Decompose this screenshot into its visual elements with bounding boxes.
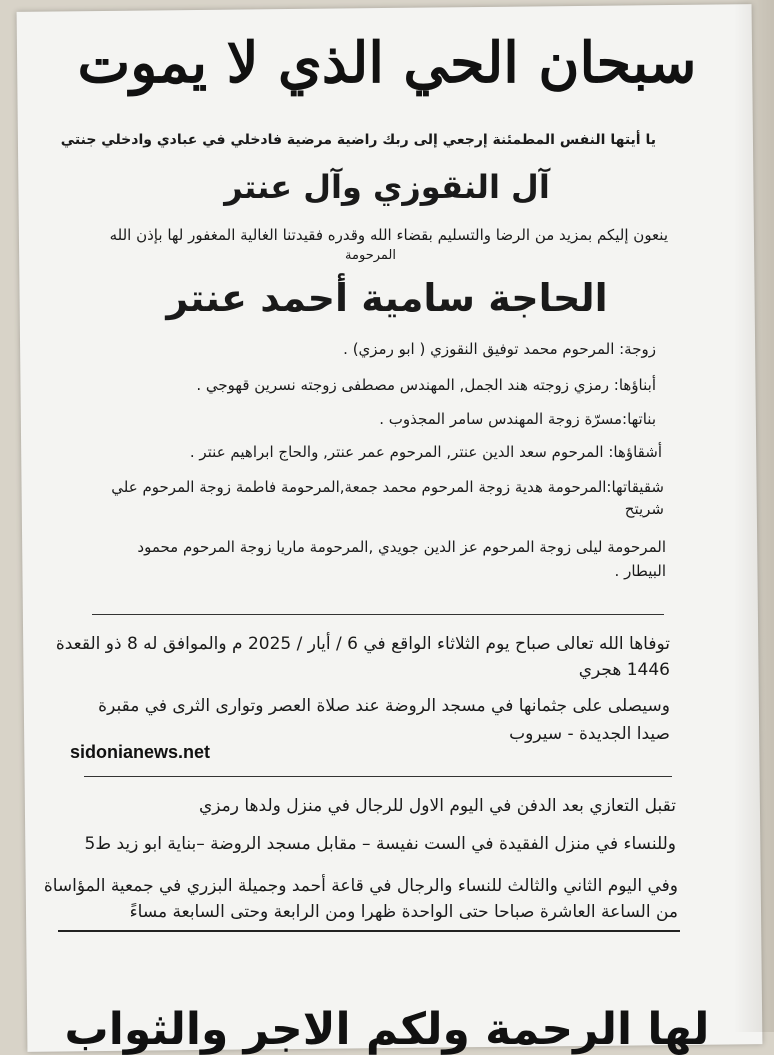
condolences-line-2: وللنساء في منزل الفقيدة في الست نفيسة – مقابل مسجد الروضة –بناية ابو زيد ط5 — [84, 834, 676, 854]
divider-2 — [84, 776, 672, 777]
death-notice-line-2: 1446 هجري — [578, 660, 670, 680]
announcement-line-1: ينعون إليكم بمزيد من الرضا والتسليم بقضاء الله وقدره فقيدتنا الغالية المغفور لها بإذن الله — [109, 226, 668, 244]
condolences-line-3: وفي اليوم الثاني والثالث للنساء والرجال في قاعة أحمد وجميلة البزري في جمعية المؤاساة — [43, 876, 678, 896]
daughters-line: بناتها:مسرّة زوجة المهندس سامر المجذوب . — [379, 410, 656, 428]
page-shadow — [734, 0, 774, 1032]
husband-line: زوجة: المرحوم محمد توفيق النقوزي ( ابو رمزي) . — [343, 340, 656, 358]
calligraphy-title: سبحان الحي الذي لا يموت — [77, 30, 697, 96]
funeral-line-1: وسيصلى على جثمانها في مسجد الروضة عند صلاة العصر وتوارى الثرى في مقبرة — [98, 696, 670, 716]
quran-verse: يا أيتها النفس المطمئنة إرجعي إلى ربك راضية مرضية فادخلي في عبادي وادخلي جنتي — [60, 132, 656, 148]
sisters-line-4: البيطار . — [614, 562, 666, 580]
death-notice-line-1: توفاها الله تعالى صباح يوم الثلاثاء الواقع في 6 / أيار / 2025 م والموافق له 8 ذو القعدة — [55, 634, 670, 654]
brothers-line: أشقاؤها: المرحوم سعد الدين عنتر, المرحوم عمر عنتر, والحاج ابراهيم عنتر . — [189, 443, 662, 461]
sisters-line-2: شريتح — [624, 500, 664, 518]
sisters-line-3: المرحومة ليلى زوجة المرحوم عز الدين جويدي ,المرحومة ماريا زوجة المرحوم محمود — [137, 538, 666, 556]
condolences-line-1: تقبل التعازي بعد الدفن في اليوم الاول للرجال في منزل ولدها رمزي — [198, 796, 676, 816]
divider-1 — [92, 614, 664, 615]
funeral-line-2: صيدا الجديدة - سيروب — [509, 724, 670, 744]
sisters-line-1: شقيقاتها:المرحومة هدية زوجة المرحوم محمد جمعة,المرحومة فاطمة زوجة المرحوم علي — [111, 478, 664, 496]
divider-3 — [58, 930, 680, 932]
closing-phrase: لها الرحمة ولكم الاجر والثواب — [64, 1004, 710, 1055]
deceased-name: الحاجة سامية أحمد عنتر — [166, 276, 608, 320]
announcement-line-2: المرحومة — [345, 248, 396, 263]
sons-line: أبناؤها: رمزي زوجته هند الجمل, المهندس مصطفى زوجته نسرين قهوجي . — [196, 376, 656, 394]
condolences-line-4: من الساعة العاشرة صباحا حتى الواحدة ظهرا ومن الرابعة وحتى السابعة مساءً — [129, 902, 678, 922]
website-watermark: sidonianews.net — [70, 742, 211, 762]
family-name: آل النقوزي وآل عنتر — [224, 168, 550, 206]
